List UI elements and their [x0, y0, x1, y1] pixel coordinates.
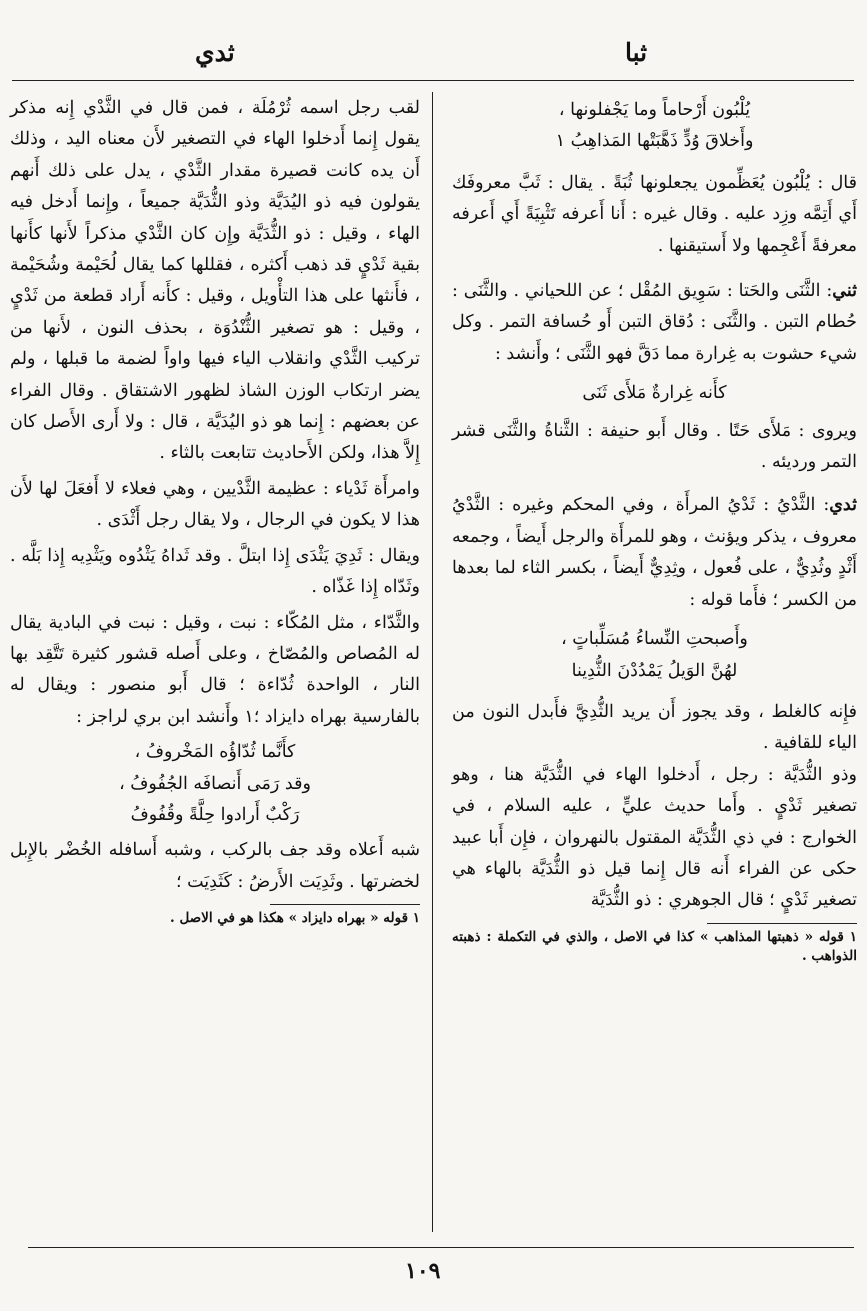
entry-thny — [452, 276, 857, 370]
footer-rule — [28, 1247, 854, 1248]
paragraph: قال : يُلْبُون يُعَظِّمون يجعلونها ثُبَةً . يقال : ثَبَّ معروفَك أَي أَتِمَّه وزِد عليه . وقال غيره : أَنا أَعرفه تَثْبِيَةً أَي أَعرفه معرفةً أَعْجِمها ولا أَستيقنها . — [452, 172, 857, 256]
running-head-left: ثدي — [195, 38, 235, 67]
paragraph: وذو الثُّدَيَّة : رجل ، أَدخلوا الهاء في الثُّدَيَّة هنا ، وهو تصغير ثَدْيٍ . وأَما حديث عليٍّ ، عليه السلام ، في الخوارج : في ذي الثُّدَيَّة المقتول بالنهروان ، فإِن أَبا عبيد حكى عن الفراء أَنه قال إِنما قيل ذو الثُّدَيَّة بالهاء هي تصغير ثَدْيٍ ؛ قال الجوهري : ذو الثُّدَيَّة — [452, 764, 857, 911]
footnote: ١ قوله « بهراه دايزاد » هكذا هو في الاصل . — [170, 910, 420, 927]
verse-line: رَكْبٌ أَرادوا حِلَّةً وقُفُوفُ — [130, 804, 300, 825]
headword: ثني — [832, 281, 857, 302]
verse-line: لهُنَّ الوَيلُ يَمْدُدْنَ الثُّدِينا — [571, 660, 738, 681]
paragraph: والثَّدّاء ، مثل المُكّاء : نبت ، وقيل : نبت في البادية يقال له المُصاص والمُصّاخ ، وعلى أَصله قشور كثيرة تَتَّقِد بها النار ، الواحدة ثُدّاءة ؛ قال أَبو منصور : ويقال له بالفارسية بهراه دايزاد ؛١ وأَنشد ابن بري لراجز : — [10, 612, 420, 727]
verse-line: كأَنه غِرارةٌ مَلأَى ثَنَى — [582, 383, 727, 404]
paragraph: ويقال : ثَدِيَ يَثْدَى إِذا ابتلَّ . وقد ثَداهُ يَثْدُوه ويَثْدِيه إِذا بَلَّه . وثَدّاه إِذا غَذّاه . — [10, 545, 420, 598]
column-divider — [432, 92, 433, 1232]
paragraph: فإِنه كالغلط ، وقد يجوز أَن يريد الثُّدِيَّ فأَبدل النون من الياء للقافية . — [452, 701, 857, 754]
right-column — [452, 95, 857, 966]
verse-line: وأَصبحتِ النِّساءُ مُسَلِّباتٍ ، — [561, 629, 748, 650]
verse-line: يُلْبُون أَرْحاماً وما يَجْفلونها ، — [558, 100, 751, 120]
footnote: ١ قوله « ذهبتها المذاهب » كذا في الاصل ، والذي في التكملة : ذهبته الذواهب . — [452, 928, 857, 964]
entry-text: : الثَّنَى والحَتا : سَوِيق المُقْل ؛ عن اللحياني . والثَّنَى : حُطام التبن . والثَّنَى : دُقاق التبن أَو حُسافة التمر . وكل شيء حشوت به غِرارة مما دَقَّ فهو الثَّنَى ؛ وأَنشد : — [452, 281, 857, 364]
paragraph: ويروى : مَلأَى حَتًا . وقال أَبو حنيفة : الثَّناةُ والثَّنَى قشر التمر ورديئه . — [452, 420, 857, 473]
paragraph: شبه أَعلاه وقد جف بالركب ، وشبه أَسافله الخُضْر بالإِبل لخضرتها . وثَدِيَت الأَرضُ : كَثَدِيَت ؛ — [10, 840, 420, 892]
verse-line: وأَخلاقَ وُدٍّ ذَهَّبَتْها المَذاهِبُ ١ — [555, 131, 754, 152]
running-head-right: ثبا — [625, 38, 648, 67]
left-column — [10, 93, 420, 928]
verse-line: كأَنَّما ثُدّاؤُه المَخْروفُ ، — [134, 742, 296, 763]
page-number: ١٠٩ — [405, 1258, 441, 1284]
verse-line: وقد رَمَى أَنصافَه الجُفُوفُ ، — [119, 773, 311, 794]
paragraph: وامرأَة ثَدْياء : عظيمة الثَّدْيين ، وهي فعلاء لا أَفعَلَ لها لأَن هذا لا يكون في الرجال ، ولا يقال رجل أَثْدَى . — [10, 478, 420, 531]
footnote-rule — [707, 923, 857, 924]
paragraph: لقب رجل اسمه ثُرْمُلَة ، فمن قال في الثَّدْي إِنه مذكر يقول إِنما أَدخلوا الهاء في التصغير لأَن معناه اليد ، وذلك أَن يده كانت قصيرة مقدار الثَّدْي ، يدل على ذلك أَنهم يقولون فيه ذو اليُدَيَّة وذو الثُّدَيَّة جميعاً ، وإِنما أَدخل فيه الهاء ، وقيل : ذو الثُّدَيَّة وإِن كان الثَّدْي مذكراً لأَنها كأَنها بقية ثَدْيٍ قد ذهب أَكثره ، فقللها كما يقال لُحَيْمة وشُحَيْمة ، فأَنثها على هذا التأْويل ، وقيل : كأَنه أَراد قطعة من ثَدْيٍ ، وقيل : هو تصغير الثُّنْدُوَة ، بحذف النون ، لأَنها من تركيب الثَّدْي وانقلاب الياء فيها واواً لضمة ما قبلها ، ولم يضر ارتكاب الوزن الشاذ لظهور الاشتقاق . وقال الفراء عن بعضهم : إِنما هو ذو اليُدَيَّة ، قال : ولا أَرى الأَصل كان إِلاَّ هذا، ولكن الأَحاديث تتابعت بالثاء . — [10, 98, 420, 464]
footnote-rule — [270, 904, 420, 905]
header-rule — [12, 80, 854, 81]
headword: ثدي — [829, 495, 857, 516]
entry-text: : الثَّدْيُ : ثَدْيُ المرأَة ، وفي المحكم وغيره : الثَّدْيُ معروف ، يذكر ويؤنث ، وهو للمرأَة والرجل أَيضاً ، وجمعه أَثْدٍ وثُدِيٌّ ، على فُعول ، وثِدِيٌّ أَيضاً ، بكسر الثاء لما بعدها من الكسر ؛ فأَما قوله : — [452, 495, 857, 610]
entry-thdy — [452, 490, 857, 616]
